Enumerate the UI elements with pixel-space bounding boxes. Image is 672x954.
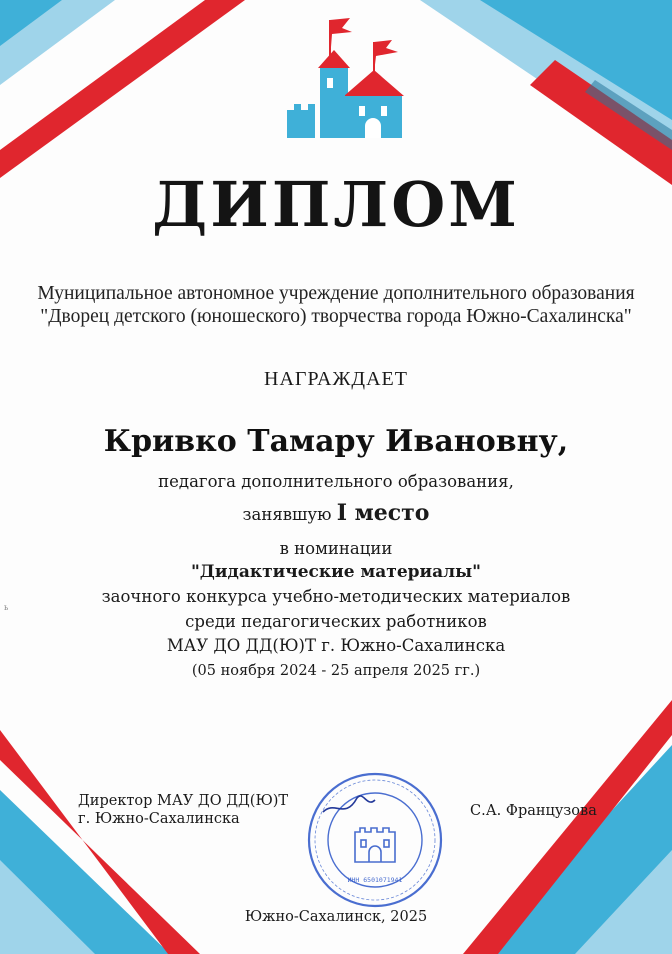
signatory-title-line-2: г. Южно-Сахалинска: [78, 811, 240, 827]
nomination-intro: в номинации: [279, 539, 393, 558]
margin-mark: ь: [4, 603, 9, 612]
place-value: I место: [336, 500, 430, 526]
stamp-inn: ИНН 6501071941: [347, 876, 403, 884]
official-stamp: [305, 770, 445, 910]
signatory-title: [78, 792, 288, 828]
contest-dates: (05 ноября 2024 - 25 апреля 2025 гг.): [191, 663, 481, 679]
stamp-castle-icon: [355, 828, 395, 862]
contest-line-1: заочного конкурса учебно-методических материалов: [101, 587, 571, 606]
contest-line-3: МАУ ДО ДД(Ю)Т г. Южно-Сахалинска: [166, 636, 506, 655]
organization-line-2: "Дворец детского (юношеского) творчества города Южно-Сахалинска": [40, 306, 632, 327]
handwritten-signature: [323, 796, 375, 812]
organization-line-1: Муниципальное автономное учреждение дополнительного образования: [37, 283, 635, 304]
place-line: [0, 500, 672, 526]
castle-icon: [282, 18, 427, 143]
signatory-name: С.А. Французова: [470, 803, 597, 819]
recipient-position: педагога дополнительного образования,: [158, 472, 514, 491]
nomination-name: "Дидактические материалы": [190, 562, 482, 582]
signatory-title-line-1: Директор МАУ ДО ДД(Ю)Т: [78, 793, 289, 809]
recipient-name: Кривко Тамару Ивановну,: [103, 424, 569, 459]
contest-line-2: среди педагогических работников: [185, 612, 487, 631]
diploma-title: ДИПЛОМ: [152, 168, 520, 241]
city-year: Южно-Сахалинск, 2025: [244, 909, 428, 925]
place-prefix: занявшую: [242, 505, 332, 524]
awards-heading: НАГРАЖДАЕТ: [264, 368, 408, 390]
